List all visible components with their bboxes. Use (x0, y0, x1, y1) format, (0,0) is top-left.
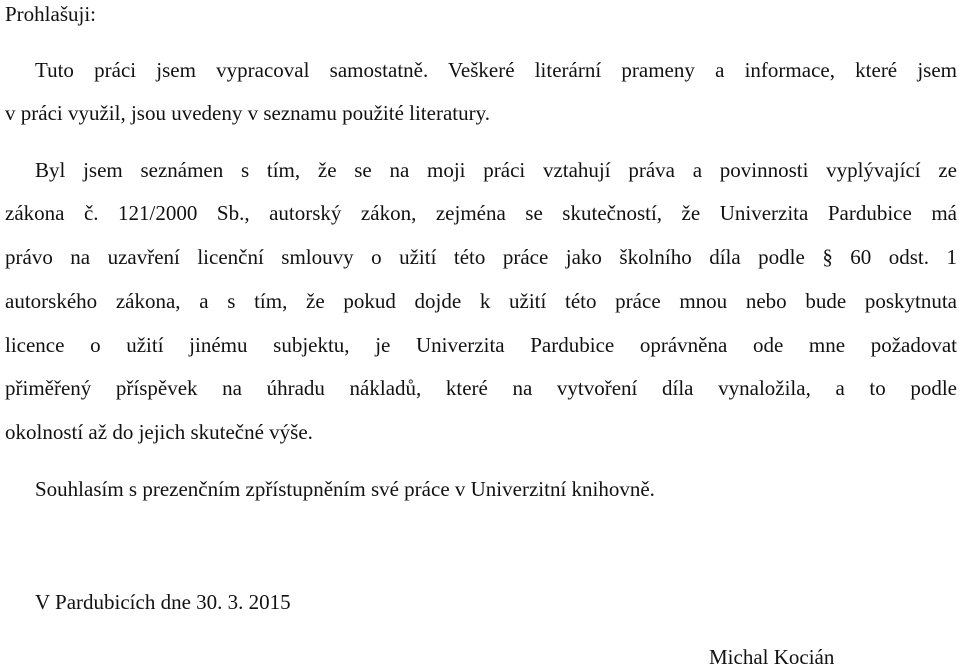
paragraph-1-line-2: v práci využil, jsou uvedeny v seznamu použité literatury. (5, 101, 490, 125)
paragraph-2-line-4: autorského zákona, a s tím, že pokud dojde k užití této práce mnou nebo bude poskytnuta (5, 289, 957, 313)
signature-name: Michal Kocián (709, 645, 835, 669)
paragraph-2-line-5: licence o užití jinému subjektu, je Univerzita Pardubice oprávněna ode mne požadovat (5, 333, 957, 357)
paragraph-1-line-1: Tuto práci jsem vypracoval samostatně. Veškeré literární prameny a informace, které jsem (35, 58, 957, 82)
paragraph-2-line-1: Byl jsem seznámen s tím, že se na moji práci vztahují práva a povinnosti vyplývající ze (35, 158, 957, 182)
declaration-heading: Prohlašuji: (5, 2, 97, 26)
paragraph-2-line-3: právo na uzavření licenční smlouvy o užití této práce jako školního díla podle § 60 odst. 1 (5, 245, 957, 269)
paragraph-2-line-2: zákona č. 121/2000 Sb., autorský zákon, zejména se skutečností, že Univerzita Pardubice má (5, 201, 957, 225)
place-and-date: V Pardubicích dne 30. 3. 2015 (35, 590, 291, 614)
paragraph-2-line-7: okolností až do jejich skutečné výše. (5, 420, 313, 444)
declaration-paragraph-3: Souhlasím s prezenčním zpřístupněním své práce v Univerzitní knihovně. (35, 477, 655, 501)
paragraph-2-line-6: přiměřený příspěvek na úhradu nákladů, které na vytvoření díla vynaložila, a to podle (5, 376, 957, 400)
